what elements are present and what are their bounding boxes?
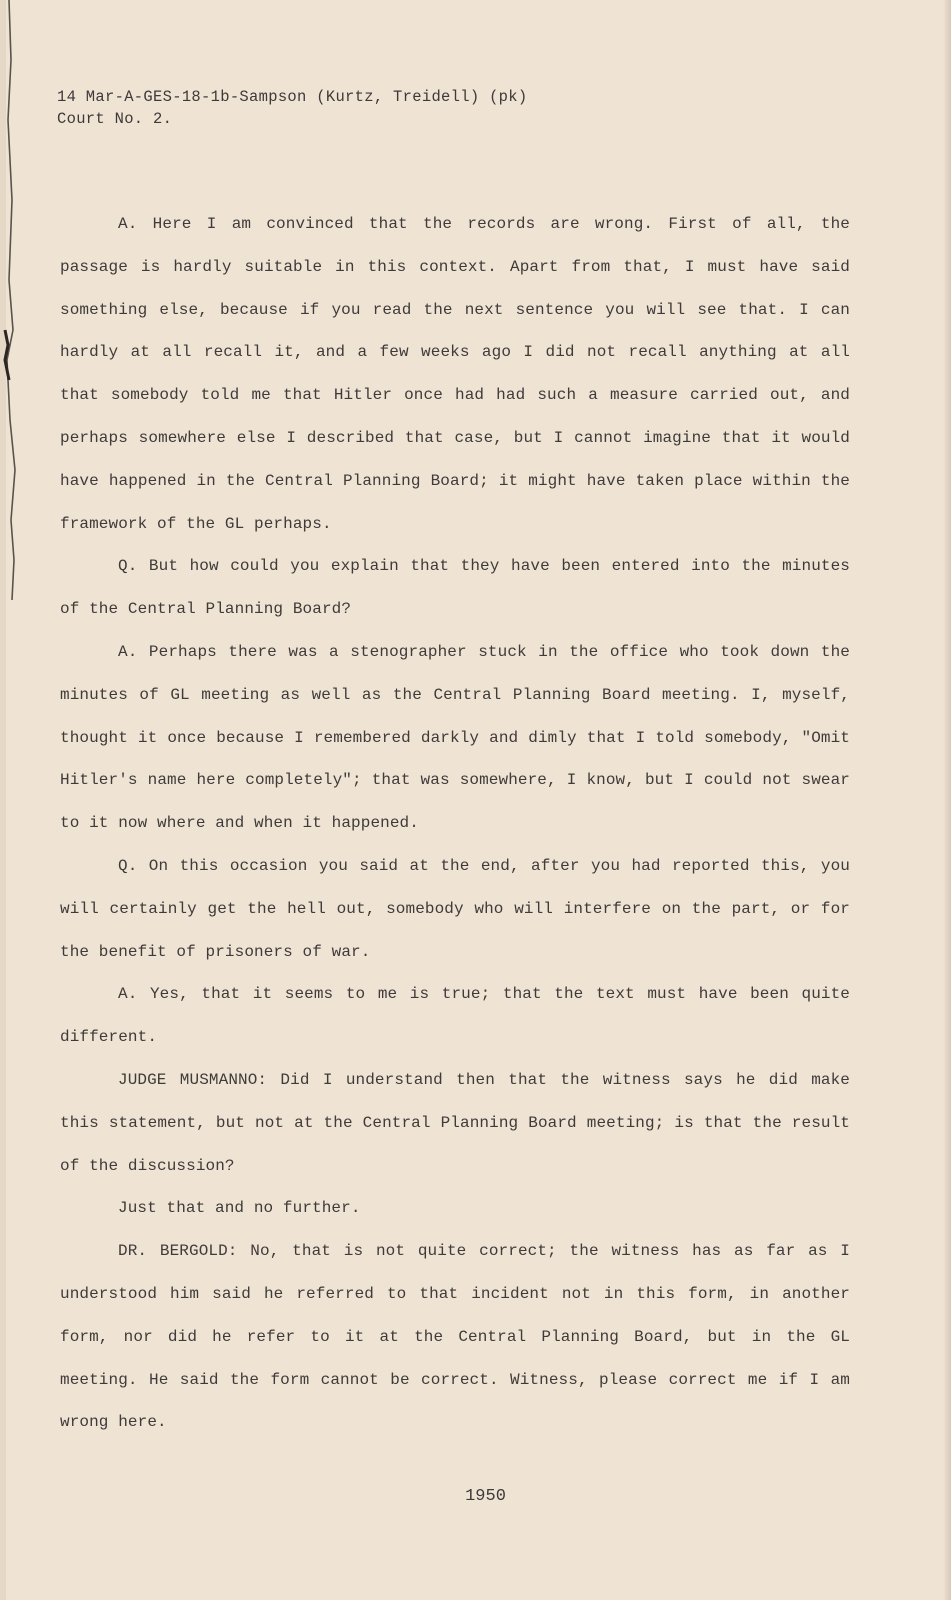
transcript-body — [60, 203, 850, 1444]
paragraph-question-2: Q. On this occasion you said at the end, after you had reported this, you will certainly get the hell out, somebody who will interfere on the part, or for the benefit of prisoners of war. — [60, 856, 850, 961]
paragraph-question-1: Q. But how could you explain that they have been entered into the minutes of the Central Planning Board? — [60, 557, 850, 619]
paragraph-answer-1: A. Here I am convinced that the records are wrong. First of all, the passage is hardly suitable in this context. Apart from that, I must have said something else, because if you read the next sentence you will see that. I can hardly at all recall it, and a few weeks ago I did not recall anything at all that somebody told me that Hitler once had had such a measure carried out, and perhaps somewhere else I described that case, but I cannot imagine that it would have happened in the Central Planning Board; it might have taken place within the framework of the GL perhaps. — [60, 215, 850, 533]
header-court-line: Court No. 2. — [57, 110, 173, 128]
document-header — [57, 86, 527, 130]
paragraph-judge-followup: Just that and no further. — [118, 1199, 361, 1218]
paragraph-dr-bergold: DR. BERGOLD: No, that is not quite correct; the witness has as far as I understood him said he referred to that incident not in this form, in another form, nor did he refer to it at the Central Planning Board, but in the GL meeting. He said the form cannot be correct. Witness, please correct me if I am wrong here. — [60, 1242, 850, 1432]
torn-edge-mark — [3, 0, 17, 600]
paragraph-answer-3: A. Yes, that it seems to me is true; that the text must have been quite different. — [60, 985, 850, 1047]
paragraph-judge-musmanno: JUDGE MUSMANNO: Did I understand then that the witness says he did make this statement, but not at the Central Planning Board meeting; is that the result of the discussion? — [60, 1070, 850, 1175]
paragraph-answer-2: A. Perhaps there was a stenographer stuck in the office who took down the minutes of GL meeting as well as the Central Planning Board meeting. I, myself, thought it once because I remembered darkly and dimly that I told somebody, "Omit Hitler's name here completely"; that was somewhere, I know, but I could not swear to it now where and when it happened. — [60, 642, 850, 833]
page-right-edge — [943, 0, 951, 1600]
header-reference-line: 14 Mar-A-GES-18-1b-Sampson (Kurtz, Treidell) (pk) — [57, 88, 528, 106]
page-number: 1950 — [465, 1487, 506, 1506]
